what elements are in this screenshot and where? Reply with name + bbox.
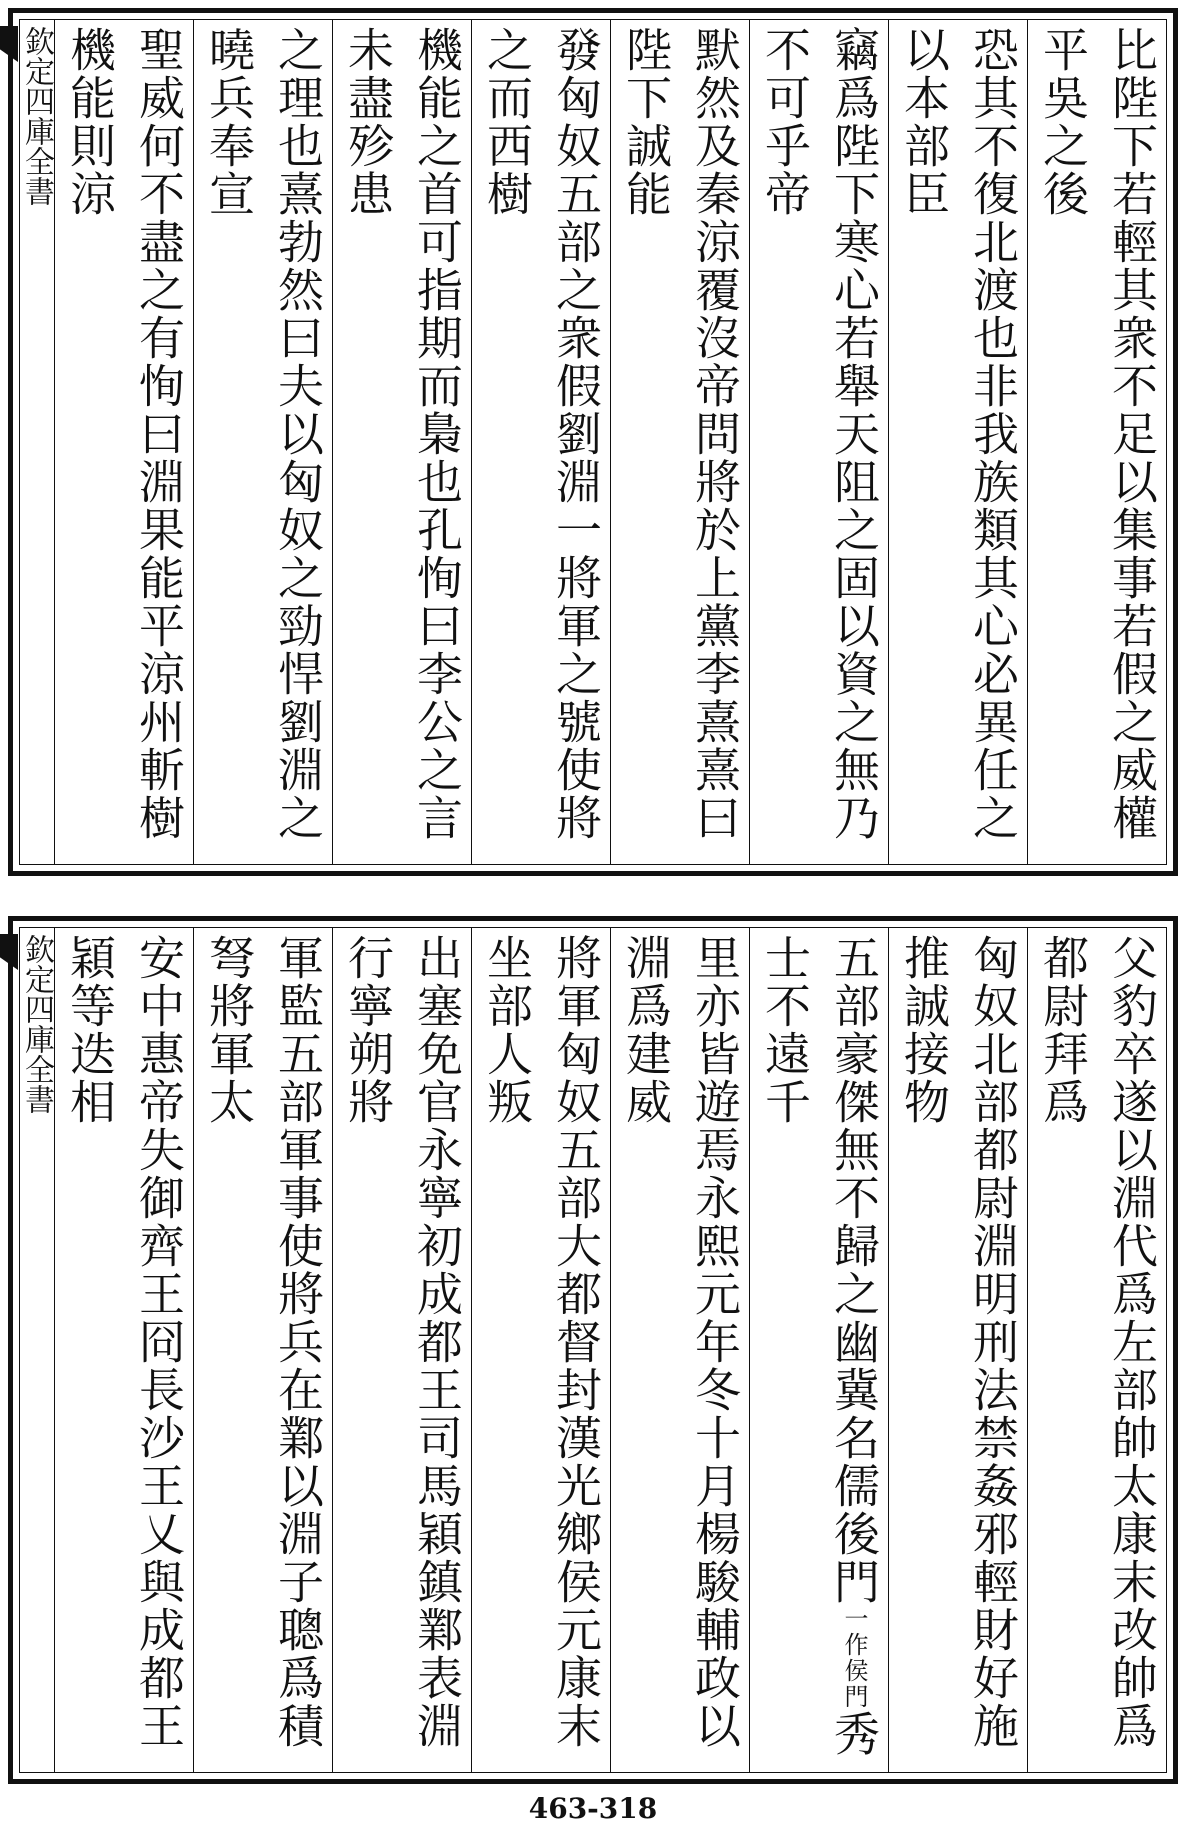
fishtail-mark (0, 934, 18, 970)
text-column: 里亦皆遊焉永熙元年冬十月楊駿輔政以淵爲建威 (610, 928, 749, 1772)
text-column: 恐其不復北渡也非我族類其心必異任之以本部臣 (888, 20, 1027, 864)
text-column: 出塞免官永寧初成都王司馬穎鎮鄴表淵行寧朔將 (332, 928, 471, 1772)
page-bottom (8, 916, 1178, 1784)
text-column: 父豹卒遂以淵代爲左部帥太康末改帥爲都尉拜爲 (1027, 928, 1166, 1772)
text-column-with-note (749, 928, 888, 1772)
text-column: 機能之首可指期而梟也孔恂曰李公之言未盡殄患 (332, 20, 471, 864)
text-column: 匈奴北部都尉淵明刑法禁姦邪輕財好施推誠接物 (888, 928, 1027, 1772)
text-column: 發匈奴五部之衆假劉淵一將軍之號使將之而西樹 (471, 20, 610, 864)
book-title: 欽定四庫全書 (19, 934, 54, 1114)
fishtail-mark (0, 26, 18, 62)
book-title: 欽定四庫全書 (19, 26, 54, 206)
text-columns-bottom (19, 927, 1167, 1773)
text-column: 將軍匈奴五部大都督封漢光鄉侯元康末坐部人叛 (471, 928, 610, 1772)
text-column: 默然及秦涼覆沒帝問將於上黨李熹熹曰陛下誠能 (610, 20, 749, 864)
text-columns-top (19, 19, 1167, 865)
interlinear-note: 一作侯門 (840, 1606, 868, 1710)
footer-page-code: 463-318 (528, 1792, 658, 1825)
text-column: 安中惠帝失御齊王冏長沙王乂與成都王穎等迭相 (54, 928, 193, 1772)
text-column: 竊爲陛下寒心若舉天阻之固以資之無乃不可乎帝 (749, 20, 888, 864)
text-column: 之理也熹勃然曰夫以匈奴之勁悍劉淵之曉兵奉宣 (193, 20, 332, 864)
text-column: 軍監五部軍事使將兵在鄴以淵子聰爲積弩將軍太 (193, 928, 332, 1772)
column-text-tail: 秀士不遠千 (758, 934, 881, 1758)
column-text: 五部豪傑無不歸之幽冀名儒後門 (827, 934, 881, 1606)
text-column: 比陛下若輕其衆不足以集事若假之威權平吳之後 (1027, 20, 1166, 864)
center-column (0, 20, 54, 864)
center-column (0, 928, 54, 1772)
text-column: 聖威何不盡之有恂曰淵果能平涼州斬樹機能則涼 (54, 20, 193, 864)
page-top (8, 8, 1178, 876)
